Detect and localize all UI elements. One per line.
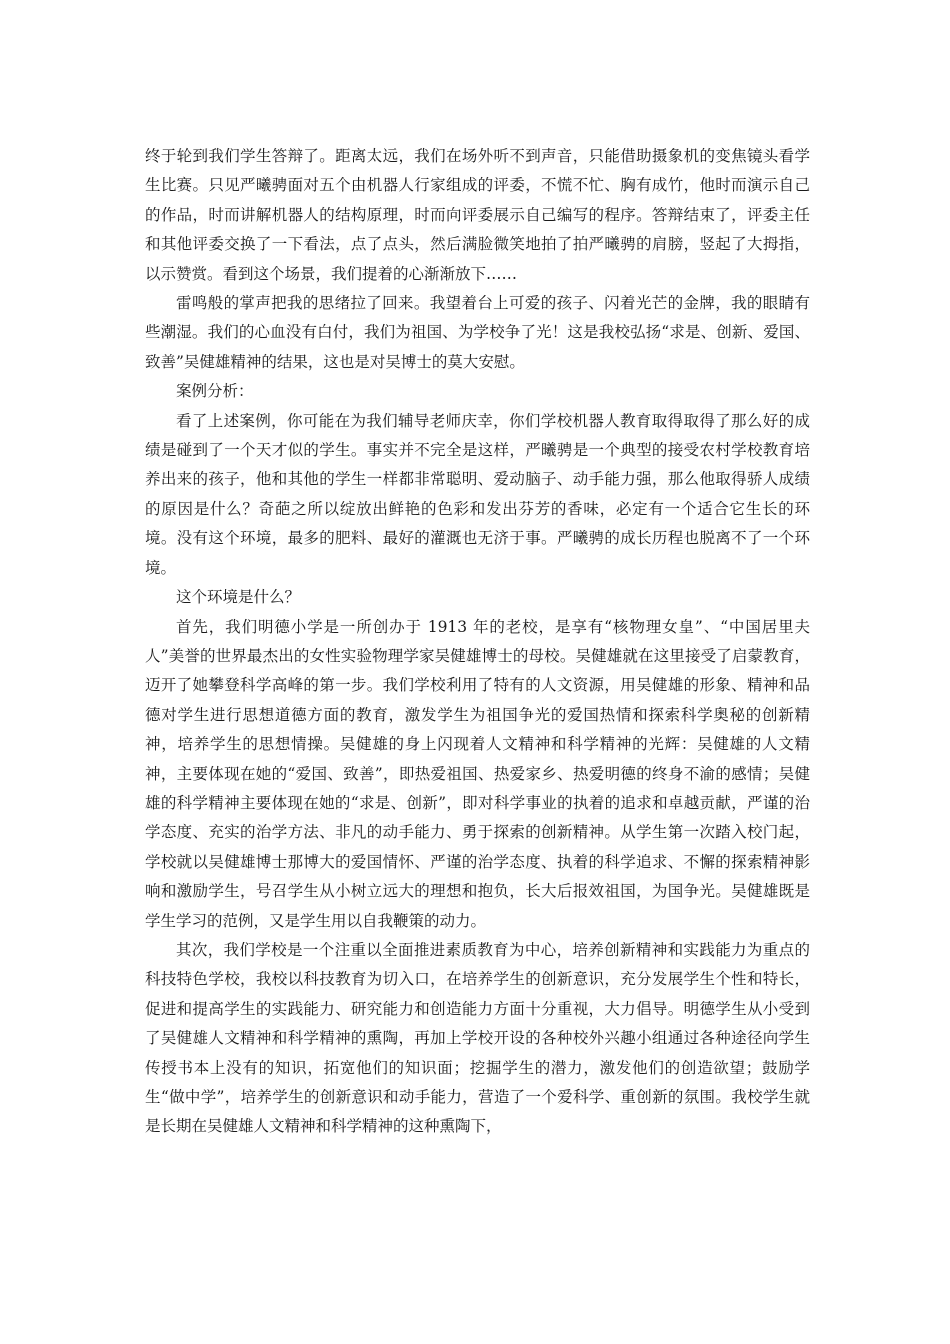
- paragraph-second-reason: 其次，我们学校是一个注重以全面推进素质教育为中心，培养创新精神和实践能力为重点的科技特色学校，我校以科技教育为切入口，在培养学生的创新意识，充分发展学生个性和特长，促进和提高学生的实践能力、研究能力和创造能力方面十分重视，大力倡导。明德学生从小受到了吴健雄人文精神和科学精神的熏陶，再加上学校开设的各种校外兴趣小组通过各种途径向学生传授书本上没有的知识，拓宽他们的知识面；挖掘学生的潜力，激发他们的创造欲望；鼓励学生“做中学”，培养学生的创新意识和动手能力，营造了一个爱科学、重创新的氛围。我校学生就是长期在吴健雄人文精神和科学精神的这种熏陶下，: [145, 940, 810, 1136]
- paragraph-analysis: 看了上述案例，你可能在为我们辅导老师庆幸，你们学校机器人教育取得取得了那么好的成绩是碰到了一个天才似的学生。事实并不完全是这样，严曦骋是一个典型的接受农村学校教育培养出来的孩子，他和其他的学生一样都非常聪明、爱动脑子、动手能力强，那么他取得骄人成绩的原因是什么？奇葩之所以绽放出鲜艳的色彩和发出芬芳的香味，必定有一个适合它生长的环境。没有这个环境，最多的肥料、最好的灌溉也无济于事。严曦骋的成长历程也脱离不了一个环境。: [145, 411, 810, 577]
- paragraph-question: 这个环境是什么？: [176, 588, 301, 607]
- paragraph-applause: 雷鸣般的掌声把我的思绪拉了回来。我望着台上可爱的孩子、闪着光芒的金牌，我的眼睛有些潮湿。我们的心血没有白付，我们为祖国、为学校争了光！这是我校弘扬“求是、创新、爱国、致善”吴健雄精神的结果，这也是对吴博士的莫大安慰。: [145, 294, 810, 371]
- document-body: [145, 142, 810, 1142]
- paragraph-first-reason: 首先，我们明德小学是一所创办于 1913 年的老校，是享有“核物理女皇”、“中国居里夫人”美誉的世界最杰出的女性实验物理学家吴健雄博士的母校。吴健雄就在这里接受了启蒙教育，迈开了她攀登科学高峰的第一步。我们学校利用了特有的人文资源，用吴健雄的形象、精神和品德对学生进行思想道德方面的教育，激发学生为祖国争光的爱国热情和探索科学奥秘的创新精神，培养学生的思想情操。吴健雄的身上闪现着人文精神和科学精神的光辉：吴健雄的人文精神，主要体现在她的“爱国、致善”，即热爱祖国、热爱家乡、热爱明德的终身不渝的感情；吴健雄的科学精神主要体现在她的“求是、创新”，即对科学事业的执着的追求和卓越贡献，严谨的治学态度、充实的治学方法、非凡的动手能力、勇于探索的创新精神。从学生第一次踏入校门起，学校就以吴健雄博士那博大的爱国情怀、严谨的治学态度、执着的科学追求、不懈的探索精神影响和激励学生，号召学生从小树立远大的理想和抱负，长大后报效祖国，为国争光。吴健雄既是学生学习的范例，又是学生用以自我鞭策的动力。: [145, 617, 810, 930]
- section-heading-case-analysis: 案例分析：: [176, 382, 254, 401]
- paragraph-defense: 终于轮到我们学生答辩了。距离太远，我们在场外听不到声音，只能借助摄象机的变焦镜头看学生比赛。只见严曦骋面对五个由机器人行家组成的评委，不慌不忙、胸有成竹，他时而演示自己的作品，时而讲解机器人的结构原理，时而向评委展示自己编写的程序。答辩结束了，评委主任和其他评委交换了一下看法，点了点头，然后满脸微笑地拍了拍严曦骋的肩膀，竖起了大拇指，以示赞赏。看到这个场景，我们提着的心渐渐放下……: [145, 147, 810, 283]
